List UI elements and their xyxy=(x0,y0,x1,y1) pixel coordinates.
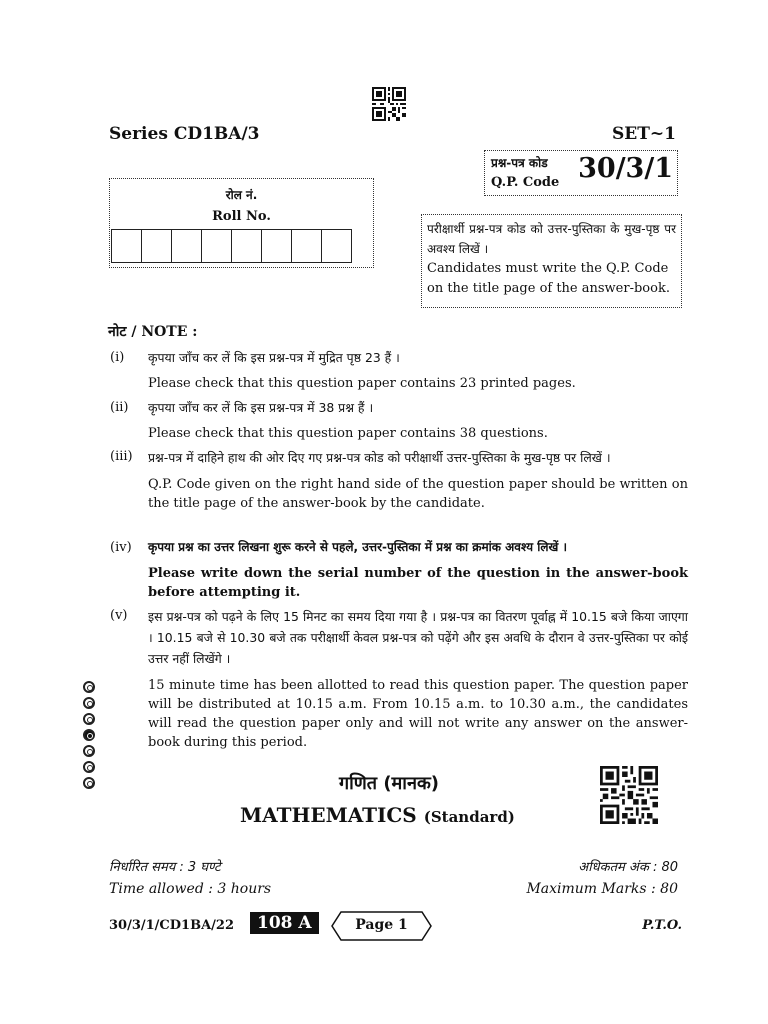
note-item-english: 15 minute time has been allotted to read this question paper. The question paper will be distributed at 10.15 a.m. From 10.15 a.m. to 10.30 a.m., the candidates will read the question paper only and will not write any answer on the answer-book during this period. xyxy=(148,678,688,750)
roll-number-cell[interactable] xyxy=(291,229,322,263)
roll-number-cell[interactable] xyxy=(321,229,352,263)
pto-label: P.T.O. xyxy=(642,918,682,933)
note-item: (v) इस प्रश्न-पत्र को पढ़ने के लिए 15 मिनट का समय दिया गया है । प्रश्न-पत्र का वितरण पूर्वाह्न में 10.15 बजे किया जाएगा । 10.15 बजे से 10.30 बजे तक परीक्षार्थी केवल प्रश्न-पत्र को पढ़ेंगे और इस अवधि के दौरान वे उत्तर-पुस्तिका पर कोई उत्तर नहीं लिखेंगे । 15 minute time has been allotted to read this question paper. The question paper will be distributed at 10.15 a.m. From 10.15 a.m. to 10.30 a.m., the candidates will read the question paper only and will not write any answer on the answer-book during this period. xyxy=(110,608,688,750)
roll-number-cells xyxy=(112,229,352,263)
note-item: (ii) कृपया जाँच कर लें कि इस प्रश्न-पत्र में 38 प्रश्न हैं । Please check that this question paper contains 38 questions. xyxy=(108,398,688,443)
max-marks-hindi: अधिकतम अंक : 80 xyxy=(578,860,678,875)
time-allowed: Time allowed : 3 hours xyxy=(109,881,272,897)
ring-mark xyxy=(83,697,95,709)
page-number: Page 1 xyxy=(355,917,408,933)
ring-mark-filled xyxy=(83,729,95,741)
note-item-hindi: प्रश्न-पत्र में दाहिने हाथ की ओर दिए गए प्रश्न-पत्र कोड को परीक्षार्थी उत्तर-पुस्तिका के मुख-पृष्ठ पर लिखें । xyxy=(148,450,611,465)
note-item-english: Q.P. Code given on the right hand side of the question paper should be written on the title page of the answer-book by the candidate. xyxy=(148,477,688,511)
max-marks: Maximum Marks : 80 xyxy=(526,881,678,897)
note-item-hindi: कृपया जाँच कर लें कि इस प्रश्न-पत्र में 38 प्रश्न हैं । xyxy=(148,400,374,415)
candidate-instruction: Candidates must write the Q.P. Code on the title page of the answer-book. xyxy=(427,261,670,296)
note-item-english: Please check that this question paper contains 38 questions. xyxy=(148,426,548,441)
roll-number-box xyxy=(109,178,374,268)
note-item-english: Please check that this question paper contains 23 printed pages. xyxy=(148,376,576,391)
roll-number-cell[interactable] xyxy=(141,229,172,263)
candidate-instruction-box xyxy=(421,214,682,308)
ring-mark xyxy=(83,681,95,693)
page-number-tag xyxy=(331,911,432,941)
qp-code-label: Q.P. Code xyxy=(491,175,560,190)
qr-code-icon xyxy=(600,766,658,824)
paper-badge: 108 A xyxy=(250,912,319,934)
roll-number-cell[interactable] xyxy=(261,229,292,263)
note-heading: नोट / NOTE : xyxy=(108,324,198,340)
candidate-instruction-hindi: परीक्षार्थी प्रश्न-पत्र कोड को उत्तर-पुस्तिका के मुख-पृष्ठ पर अवश्य लिखें । xyxy=(427,222,676,256)
subject-level: (Standard) xyxy=(423,808,515,826)
note-item: (i) कृपया जाँच कर लें कि इस प्रश्न-पत्र में मुद्रित पृष्ठ 23 हैं । Please check that this question paper contains 23 printed pages. xyxy=(108,348,688,393)
qr-code-icon xyxy=(372,87,406,121)
roll-number-cell[interactable] xyxy=(111,229,142,263)
qp-code-value: 30/3/1 xyxy=(578,153,673,184)
subject-title: MATHEMATICS (Standard) xyxy=(240,803,515,827)
paper-code: 30/3/1/CD1BA/22 xyxy=(109,918,235,933)
series-label: Series CD1BA/3 xyxy=(109,124,260,144)
qp-code-label-hindi: प्रश्न-पत्र कोड xyxy=(491,156,548,170)
roll-label: Roll No. xyxy=(212,209,271,224)
ring-mark xyxy=(83,713,95,725)
subject-title-hindi: गणित (मानक) xyxy=(338,773,440,794)
note-item-hindi: कृपया प्रश्न का उत्तर लिखना शुरू करने से पहले, उत्तर-पुस्तिका में प्रश्न का क्रमांक अवश्य लिखें । xyxy=(148,540,567,554)
set-label: SET~1 xyxy=(612,124,676,144)
roll-number-cell[interactable] xyxy=(171,229,202,263)
ring-mark xyxy=(83,745,95,757)
note-item: (iii) प्रश्न-पत्र में दाहिने हाथ की ओर दिए गए प्रश्न-पत्र कोड को परीक्षार्थी उत्तर-पुस्तिका के मुख-पृष्ठ पर लिखें । Q.P. Code given on the right hand side of the question paper should be written on the title page of the answer-book by the candidate. xyxy=(110,449,688,511)
qp-code-box xyxy=(484,150,678,196)
roll-number-cell[interactable] xyxy=(201,229,232,263)
note-item: (iv) कृपया प्रश्न का उत्तर लिखना शुरू करने से पहले, उत्तर-पुस्तिका में प्रश्न का क्रमांक अवश्य लिखें । Please write down the serial number of the question in the answer-book before attempting it. xyxy=(110,540,688,600)
time-allowed-hindi: निर्धारित समय : 3 घण्टे xyxy=(109,860,221,875)
note-item-hindi: इस प्रश्न-पत्र को पढ़ने के लिए 15 मिनट का समय दिया गया है । प्रश्न-पत्र का वितरण पूर्वाह्न में 10.15 बजे किया जाएगा । 10.15 बजे से 10.30 बजे तक परीक्षार्थी केवल प्रश्न-पत्र को पढ़ेंगे और इस अवधि के दौरान वे उत्तर-पुस्तिका पर कोई उत्तर नहीं लिखेंगे । xyxy=(148,609,688,666)
roll-number-cell[interactable] xyxy=(231,229,262,263)
note-item-hindi: कृपया जाँच कर लें कि इस प्रश्न-पत्र में मुद्रित पृष्ठ 23 हैं । xyxy=(148,350,400,365)
roll-label-hindi: रोल नं. xyxy=(225,188,258,202)
note-item-english: Please write down the serial number of the question in the answer-book before attempting it. xyxy=(148,566,688,600)
